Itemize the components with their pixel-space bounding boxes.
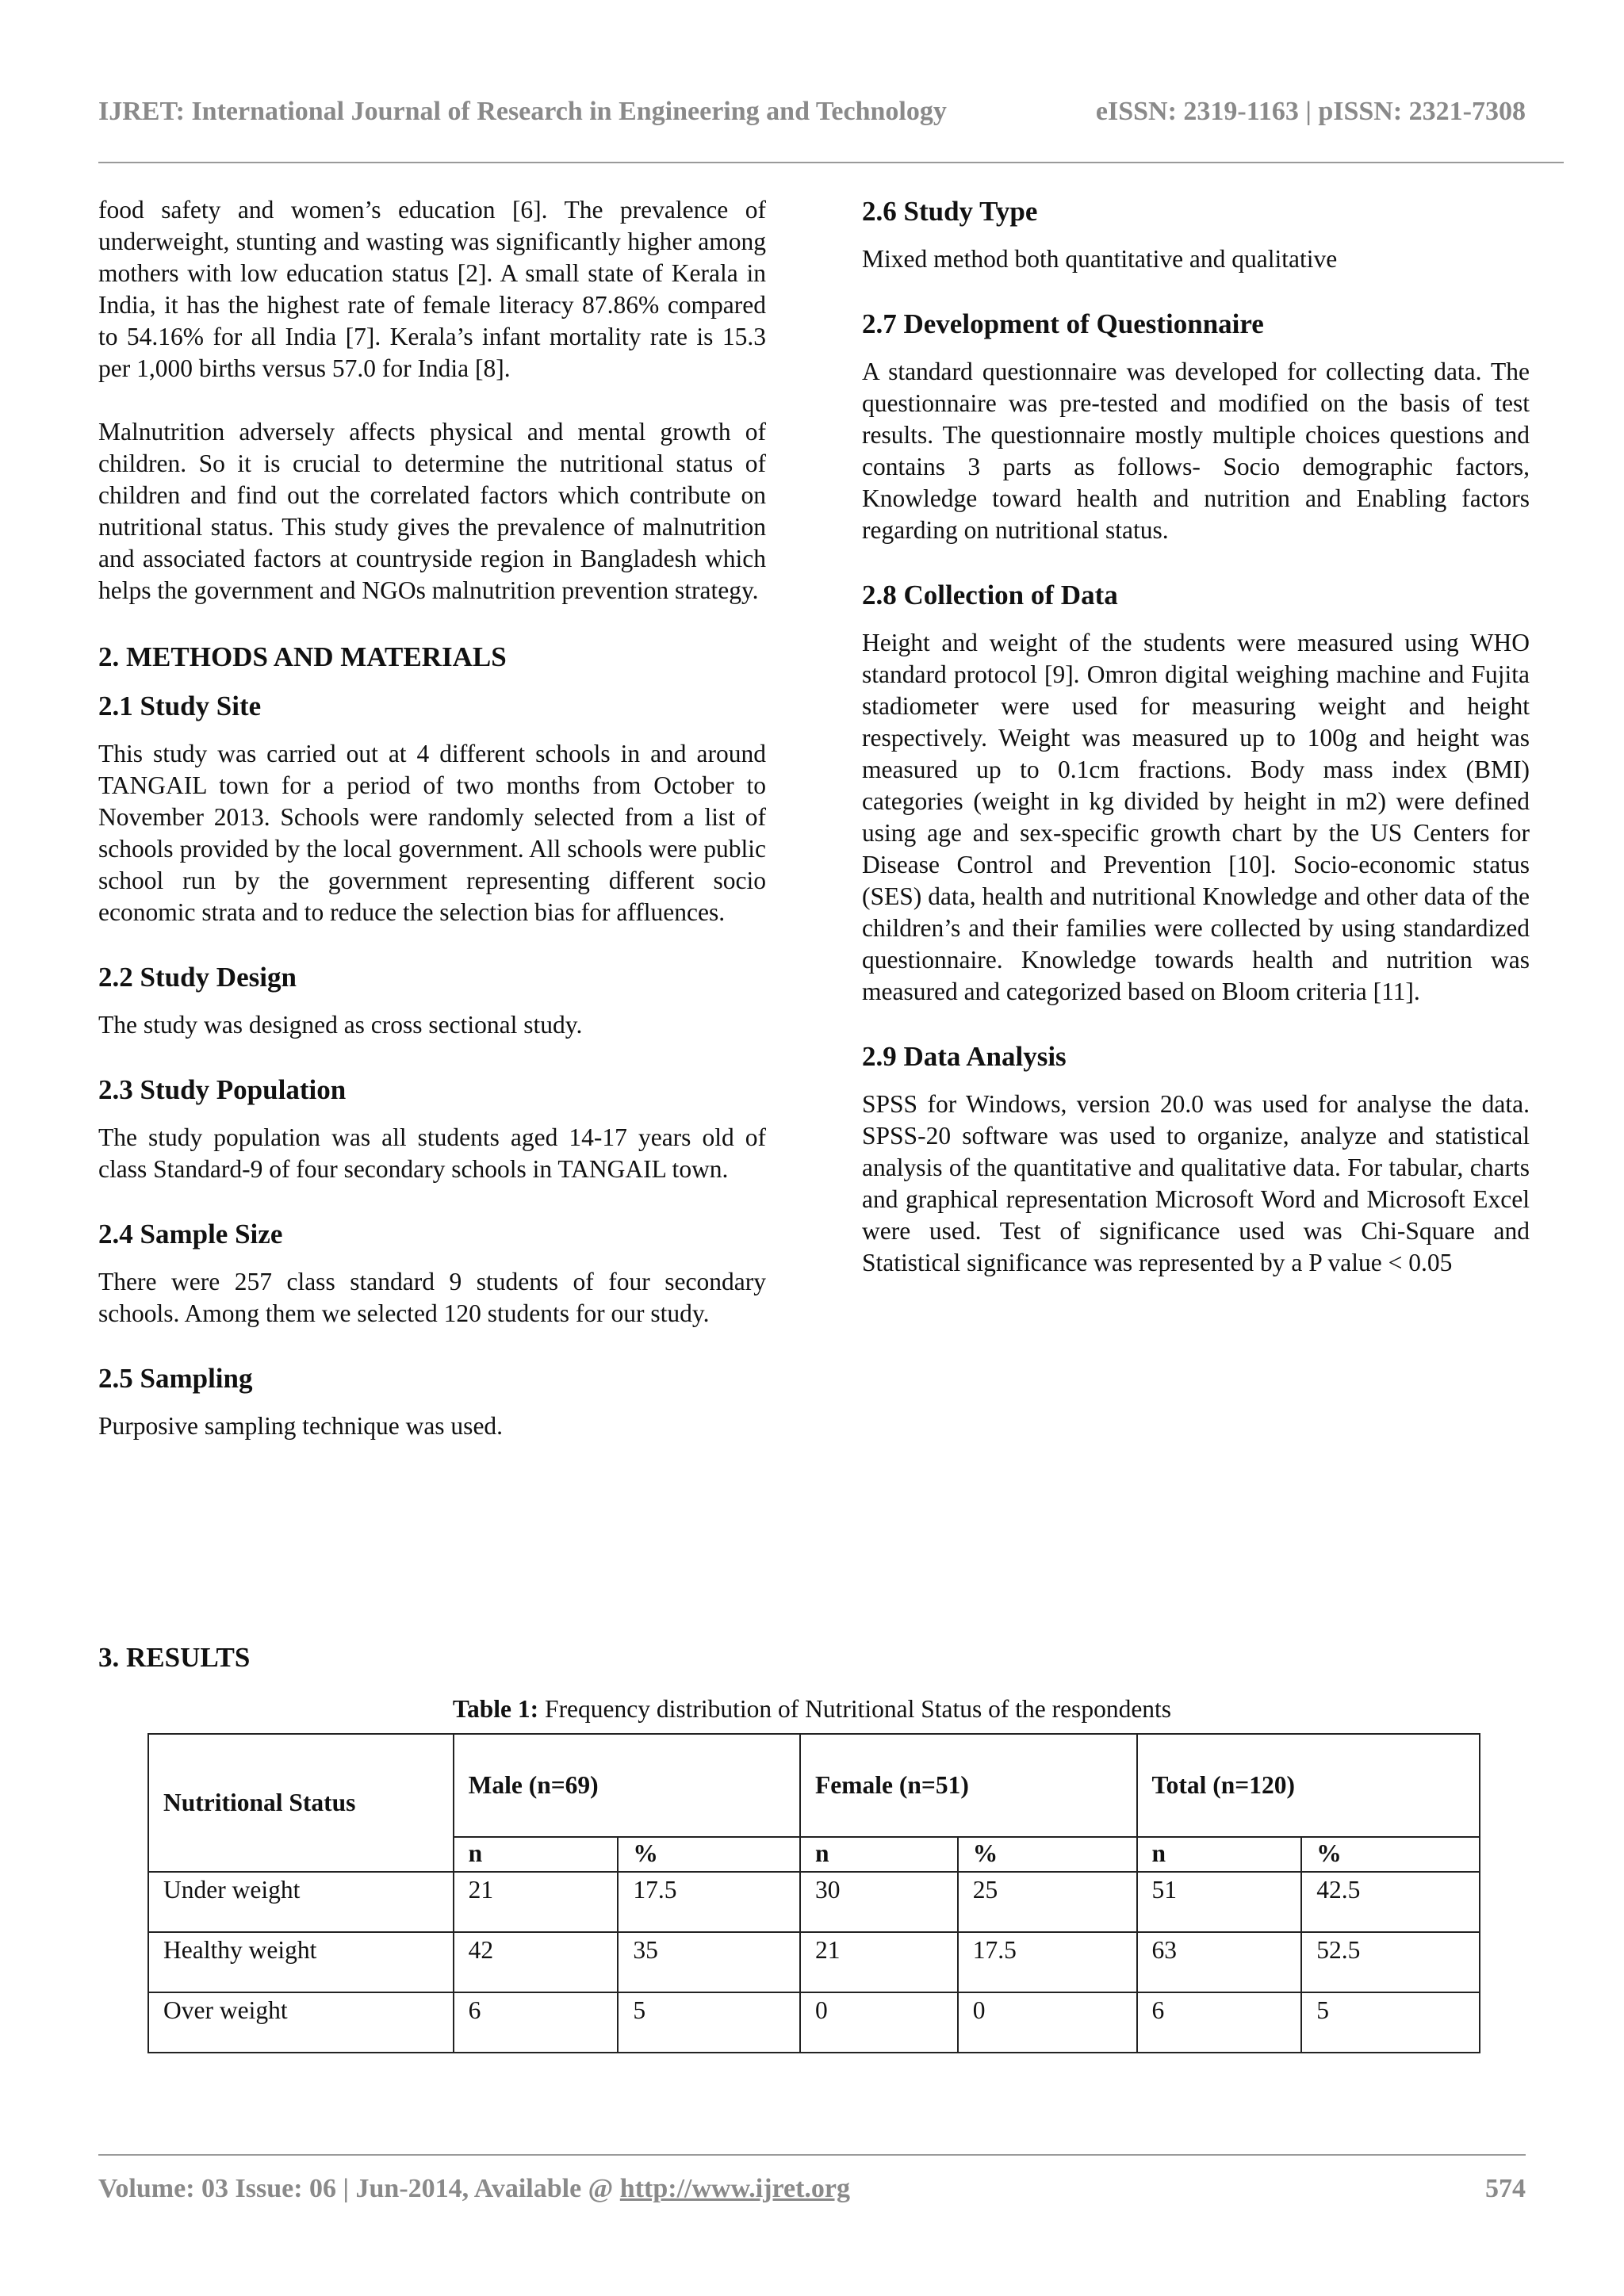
header-total: Total (n=120) xyxy=(1137,1734,1480,1837)
cell-total-n: 6 xyxy=(1137,1992,1302,2053)
journal-link[interactable]: http://www.ijret.org xyxy=(619,2174,851,2203)
table-caption xyxy=(0,1695,1624,1724)
sample-size-text: There were 257 class standard 9 students of four secondary schools. Among them we selected 120 students for our study. xyxy=(98,1268,766,1327)
subheader-female-n: n xyxy=(800,1837,958,1872)
cell-total-pct: 52.5 xyxy=(1301,1932,1480,1992)
table-caption-label: Table 1: xyxy=(452,1695,539,1723)
cell-male-pct: 35 xyxy=(618,1932,800,1992)
data-collection-text: Height and weight of the students were measured using WHO standard protocol [9]. Omron digital weighing machine and Fujita stadiometer were used for measuring weight and height respectively. Weight was measured up to 100g and height was measured up to 0.1cm fractions. Body mass index (BMI) categories (weight in kg divided by height in m2) were defined using age and sex-specific growth chart by the US Centers for Disease Control and Prevention [10]. Socio-economic status (SES) data, health and nutritional Knowledge and other data of the children’s and their families were collected by using standardized questionnaire. Knowledge towards health and nutrition was measured and categorized based on Bloom criteria [11]. xyxy=(862,629,1530,1005)
running-header xyxy=(98,97,1526,127)
study-design-heading: 2.2 Study Design xyxy=(98,962,297,993)
journal-title: IJRET: International Journal of Research in Engineering and Technology xyxy=(98,97,947,126)
cell-male-pct: 5 xyxy=(618,1992,800,2053)
cell-female-n: 0 xyxy=(800,1992,958,2053)
intro-paragraph-2: Malnutrition adversely affects physical and mental growth of children. So it is crucial to determine the nutritional status of children and find out the correlated factors which contribute on nutritional status. This study gives the prevalence of malnutrition and associated factors at countryside region in Bangladesh which helps the government and NGOs malnutrition prevention strategy. xyxy=(98,418,766,604)
cell-male-n: 6 xyxy=(454,1992,619,2053)
methods-heading: 2. METHODS AND MATERIALS xyxy=(98,641,507,672)
table-row xyxy=(148,1992,1480,2053)
sample-size-heading: 2.4 Sample Size xyxy=(98,1219,283,1249)
study-population-heading: 2.3 Study Population xyxy=(98,1074,347,1105)
cell-total-pct: 5 xyxy=(1301,1992,1480,2053)
nutritional-status-table xyxy=(147,1733,1480,2053)
cell-male-n: 21 xyxy=(454,1872,619,1932)
cell-status: Under weight xyxy=(148,1872,454,1932)
issn-text: eISSN: 2319-1163 | pISSN: 2321-7308 xyxy=(1095,97,1526,126)
subheader-total-n: n xyxy=(1137,1837,1302,1872)
study-type-text: Mixed method both quantitative and qualitative xyxy=(862,245,1338,273)
header-male: Male (n=69) xyxy=(454,1734,800,1837)
cell-female-pct: 17.5 xyxy=(958,1932,1137,1992)
table-caption-text: Frequency distribution of Nutritional Status of the respondents xyxy=(538,1695,1172,1723)
cell-male-n: 42 xyxy=(454,1932,619,1992)
sampling-text: Purposive sampling technique was used. xyxy=(98,1412,504,1440)
cell-male-pct: 17.5 xyxy=(618,1872,800,1932)
page-number: 574 xyxy=(1485,2174,1526,2203)
subheader-total-pct: % xyxy=(1301,1837,1480,1872)
results-heading: 3. RESULTS xyxy=(98,1642,251,1673)
cell-total-pct: 42.5 xyxy=(1301,1872,1480,1932)
header-nutritional-status: Nutritional Status xyxy=(148,1734,454,1872)
study-type-heading: 2.6 Study Type xyxy=(862,196,1038,227)
running-footer xyxy=(98,2174,1526,2204)
data-collection-heading: 2.8 Collection of Data xyxy=(862,580,1118,610)
right-column xyxy=(862,194,1530,1279)
footer-volume-text: Volume: 03 Issue: 06 | Jun-2014, Available @ xyxy=(98,2174,620,2203)
cell-status: Healthy weight xyxy=(148,1932,454,1992)
study-site-text: This study was carried out at 4 different schools in and around TANGAIL town for a period of two months from October to November 2013. Schools were randomly selected from a list of schools provided by the local government. All schools were public school run by the government representing different socio economic strata and to reduce the selection bias for affluences. xyxy=(98,740,766,926)
cell-female-pct: 25 xyxy=(958,1872,1137,1932)
questionnaire-heading: 2.7 Development of Questionnaire xyxy=(862,308,1264,339)
footer-divider xyxy=(98,2154,1526,2156)
subheader-male-pct: % xyxy=(618,1837,800,1872)
study-design-text: The study was designed as cross sectional study. xyxy=(98,1011,583,1039)
footer-volume xyxy=(98,2174,850,2204)
study-population-text: The study population was all students aged 14-17 years old of class Standard-9 of four secondary schools in TANGAIL town. xyxy=(98,1123,766,1183)
questionnaire-text: A standard questionnaire was developed for collecting data. The questionnaire was pre-tested and modified on the basis of test results. The questionnaire mostly multiple choices questions and contains 3 parts as follows- Socio demographic factors, Knowledge toward health and nutrition and Enabling factors regarding on nutritional status. xyxy=(862,358,1530,544)
subheader-male-n: n xyxy=(454,1837,619,1872)
study-site-heading: 2.1 Study Site xyxy=(98,691,262,721)
subheader-female-pct: % xyxy=(958,1837,1137,1872)
data-analysis-heading: 2.9 Data Analysis xyxy=(862,1041,1067,1072)
cell-female-n: 21 xyxy=(800,1932,958,1992)
data-analysis-text: SPSS for Windows, version 20.0 was used for analyse the data. SPSS-20 software was used to organize, analyze and statistical analysis of the quantitative and qualitative data. For tabular, charts and graphical representation Microsoft Word and Microsoft Excel were used. Test of significance used was Chi-Square and Statistical significance was represented by a P value < 0.05 xyxy=(862,1090,1530,1276)
header-divider xyxy=(98,162,1564,163)
left-column xyxy=(98,194,766,1442)
sampling-heading: 2.5 Sampling xyxy=(98,1363,253,1394)
cell-total-n: 63 xyxy=(1137,1932,1302,1992)
intro-paragraph-1: food safety and women’s education [6]. The prevalence of underweight, stunting and wasting was significantly higher among mothers with low education status [2]. A small state of Kerala in India, it has the highest rate of female literacy 87.86% compared to 54.16% for all India [7]. Kerala’s infant mortality rate is 15.3 per 1,000 births versus 57.0 for India [8]. xyxy=(98,196,766,382)
cell-status: Over weight xyxy=(148,1992,454,2053)
header-female: Female (n=51) xyxy=(800,1734,1136,1837)
table-header-row xyxy=(148,1734,1480,1837)
cell-female-pct: 0 xyxy=(958,1992,1137,2053)
table-row xyxy=(148,1872,1480,1932)
cell-female-n: 30 xyxy=(800,1872,958,1932)
cell-total-n: 51 xyxy=(1137,1872,1302,1932)
table-row xyxy=(148,1932,1480,1992)
